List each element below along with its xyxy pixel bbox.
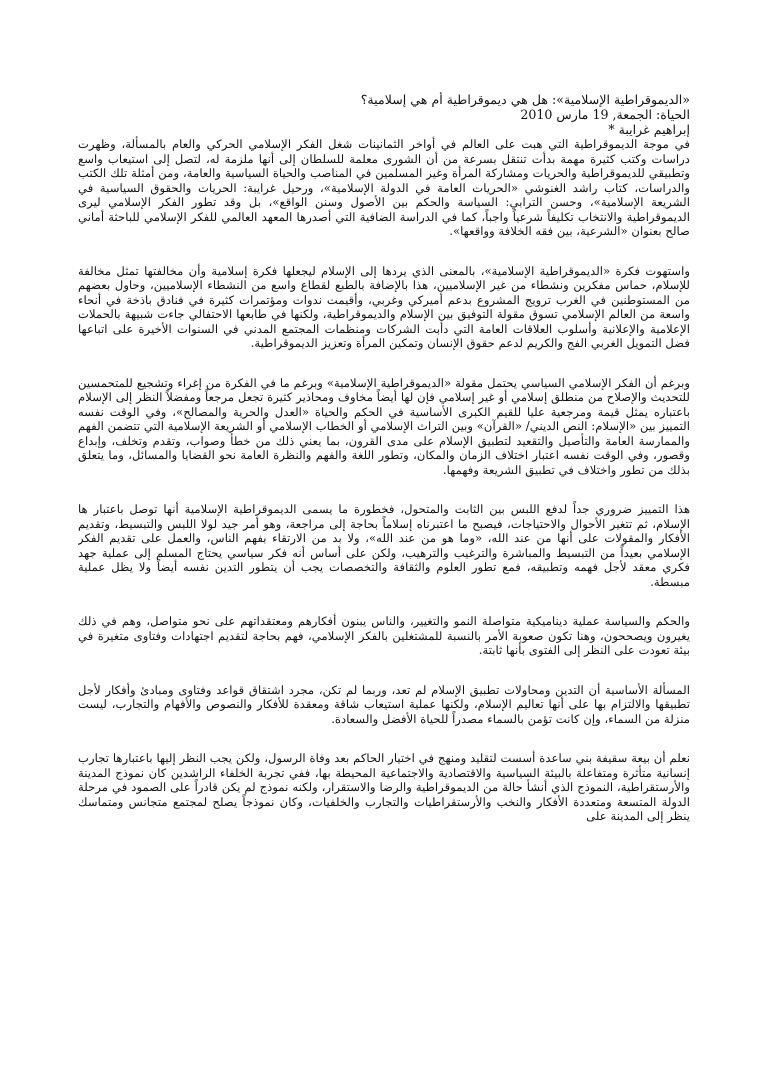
paragraph-4: هذا التمييز ضروري جداً لدفع اللبس بين الثابت والمتحول، فخطورة ما يسمى الديموقراطية الإسلامية أنها توصل باعتبار ها الإسلام، ثم تتغير الأحوال والاحتياجات، فيصبح ما اعتبرناه إسلاماً بحاجة إلى مراجعة، وهو أمر جيد لولا اللبس والتبسيط، وتقديم الأفكار والمقولات على أنها من عند الله، «وما هو من عند الله»، ولا بد من الارتقاء بفهم الناس، والعمل على تقديم الفكر الإسلامي بعيداً من التبسيط والمباشرة والترغيب والترهيب، ولكن على أساس أنه فكر سياسي يحتاج المسلم إلى عملية جهد فكري معقد لأجل فهمه وتطبيقه، فمع تطور العلوم والثقافة والتخصصات يجب أن يتطور التدين نفسه أيضاً ولا يظل عملية مبسطة. (78, 502, 690, 589)
article-title: «الديموقراطية الإسلامية»: هل هي ديموقراطية أم هي إسلامية؟ (360, 92, 690, 107)
author-line: إبراهيم غرايبة * (608, 122, 690, 137)
paragraph-3: وبرغم أن الفكر الإسلامي السياسي يحتمل مقولة «الديموقراطية الإسلامية» وبرغم ما في الفكرة من إغراء وتشجيع للمتحمسين للتحديث والإصلاح من منطلق إسلامي أو غير إسلامي فإن لها أيضاً مخاوف ومحاذير كثيرة تجعل مرجعاً ومفضلاً النظر إلى الإسلام باعتباره يمثل قيمة ومرجعية عليا للقيم الكبرى الأساسية في الحكم والحياة «العدل والحرية والمصالح»، وفي الوقت نفسه التمييز بين «الإسلام: النص الديني/ «القرآن» وبين التراث الإسلامي أو الخطاب الإسلامي أو الشريعة الإسلامية التي تتضمن الفهم والممارسة العامة والتأصيل والتقعيد لتطبيق الإسلام على مدى القرون، بما يعني ذلك من خطأ وصواب، وتقدم وتخلف، وإبداع وقصور، وفي الوقت نفسه اعتبار اختلاف الزمان والمكان، وتطور اللغة والفهم والنظرة العامة نحو القضايا والمسائل، وما يتعلق بذلك من تطور واختلاف في تطبيق الشريعة وفهمها. (78, 375, 690, 477)
paragraph-7: نعلم أن بيعة سقيفة بني ساعدة أسست لتقليد ومنهج في اختيار الحاكم بعد وفاة الرسول، ولكن يجب النظر إليها باعتبارها تجارب إنسانية متأثرة ومتفاعلة بالبيئة السياسية والاقتصادية والاجتماعية المحيطة بها، ففي تجربة الخلفاء الراشدين كان نموذج المدينة والأرستقراطية، النموذج الذي أنشأ حالة من الديموقراطية والرضا والاستقرار، ولكنه نموذج لم يكن قادراً على الصمود في مرحلة الدولة المتسعة ومتعددة الأفكار والنخب والأرستقراطيات والتجارب والخلفيات، وكان نموذجاً يصلح لمجتمع متجانس ومتماسك ينظر إلى المدينة على (78, 751, 690, 823)
source-date-line: الحياة: الجمعة, 19 مارس 2010 (520, 107, 690, 122)
article-page (78, 92, 690, 1074)
paragraph-2: واستهوت فكرة «الديموقراطية الإسلامية»، بالمعنى الذي يردها إلى الإسلام ليجعلها فكرة إسلامية وأن مخالفتها تمثل مخالفة للإسلام، حماس مفكرين ونشطاء من غير الإسلاميين، هذا بالإضافة بالطبع لقطاع واسع من النشطاء الإسلاميين، وحاول بعضهم من المستوطنين في الغرب ترويج المشروع بدعم أميركي وغربي، وأقيمت ندوات ومؤتمرات كثيرة في فنادق باذخة في أنحاء واسعة من العالم الإسلامي تسوق مقولة التوفيق بين الإسلام والديموقراطية، ولكنها في طابعها الاحتفالي جاءت شبيهة بالحملات الإعلامية والإعلانية وأسلوب العلاقات العامة التي دأبت الشركات ومنظمات المجتمع المدني في السنوات الأخيرة على اتباعها فضل التمويل الغربي الفج والكريم لدعم حقوق الإنسان وتمكين المرأة وتعزيز الديموقراطية. (78, 263, 690, 350)
paragraph-5: والحكم والسياسة عملية ديناميكية متواصلة النمو والتغيير، والناس يبنون أفكارهم ومعتقداتهم على نحو متواصل، وهم في ذلك يغيرون ويصححون، وهنا تكون صعوبة الأمر بالنسبة للمشتغلين بالفكر الإسلامي، فهم بحاجة لتقديم اجتهادات وفتاوى متغيرة في بيئة تعودت على النظر إلى الفتوى بأنها ثابتة. (78, 614, 690, 657)
paragraph-6: المسألة الأساسية أن التدين ومحاولات تطبيق الإسلام لم تعد، وربما لم تكن، مجرد اشتقاق قواعد وفتاوى ومبادئ وأفكار لأجل تطبيقها والالتزام بها على أنها تعاليم الإسلام، ولكنها عملية استيعاب شاقة ومعقدة للأفكار والنصوص والأفهام والتجارب، ليست منزلة من السماء، وإن كانت تؤمن بالسماء مصدراً للحياة الأفضل والسعادة. (78, 682, 690, 726)
paragraph-1: في موجة الديموقراطية التي هبت على العالم في أواخر الثمانينات شغل الفكر الإسلامي الحركي والعام بالمسألة، وظهرت دراسات وكتب كثيرة مهمة بدأت تنتقل بسرعة من أن الشورى معلمة للسلطان إلى أنها ملزمة له، لتصل إلى استيعاب واسع وتطبيقي للديموقراطية والحريات ومشاركة المرأة وغير المسلمين في المناصب والحياة السياسية والعامة، ومن أمثلة تلك الكتب والدراسات، كتاب راشد الغنوشي «الحريات العامة في الدولة الإسلامية»، ورحيل غرايبة: الحريات والحقوق السياسية في الشريعة الإسلامية»، وحسن الترابي: السياسة والحكم بين الأصول وسنن الواقع»، بل وقد تطور الفكر الإسلامي ليرى الديموقراطية والانتخاب تكليفاً شرعياً واجباً، كما في الدراسة الضافية التي أصدرها المعهد العالمي للفكر الإسلامي للباحثة أماني صالح بعنوان «الشرعية، بين فقه الخلافة وواقعها». (78, 137, 690, 238)
